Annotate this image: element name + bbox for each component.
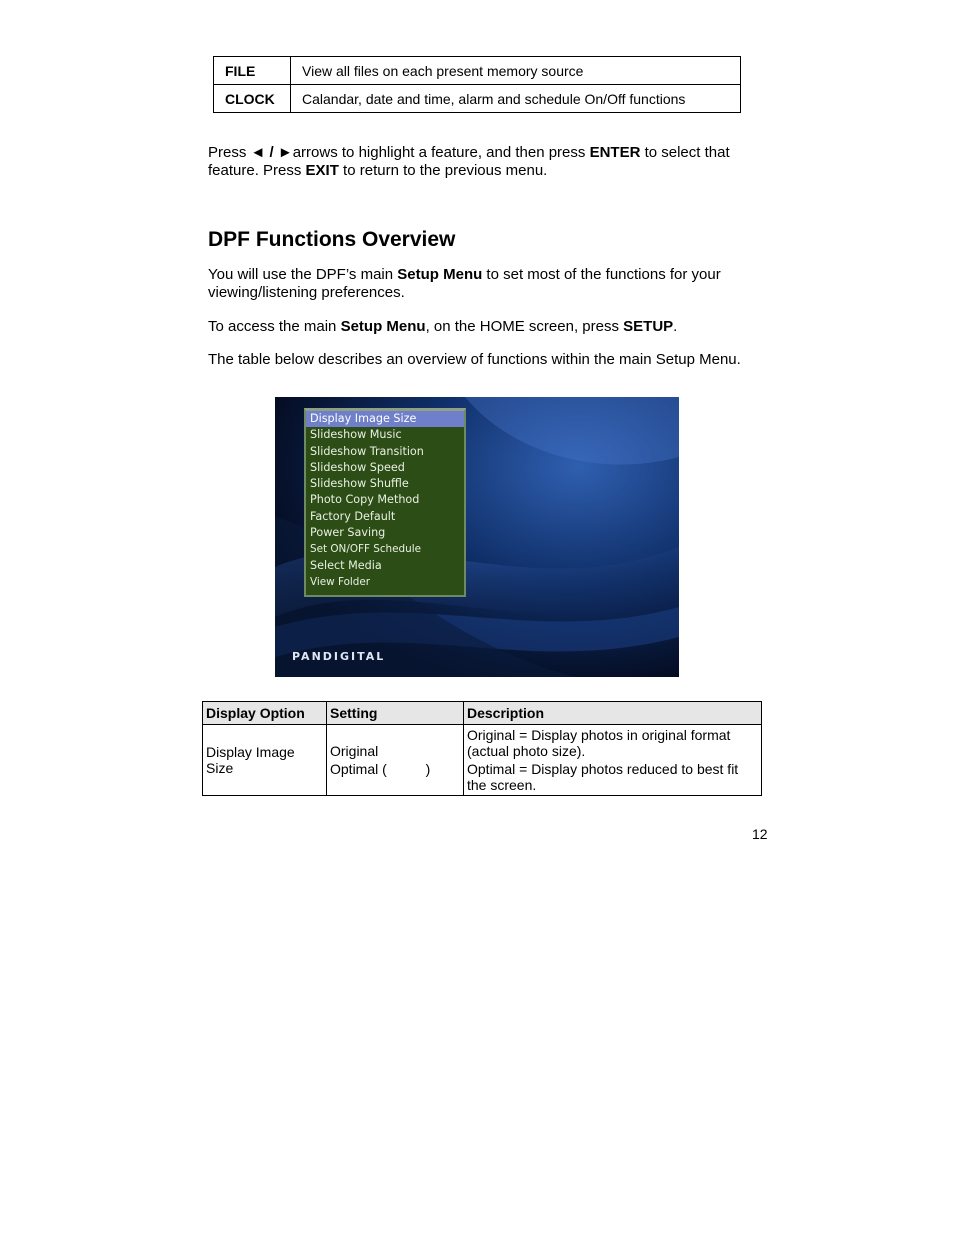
table-row <box>214 85 741 113</box>
table-row <box>214 57 741 85</box>
description-line: Original = Display photos in original format (actual photo size). <box>467 727 731 759</box>
setting-value: Optimal ( ) <box>330 761 431 777</box>
display-options-table <box>202 701 762 796</box>
menu-item-view-folder[interactable]: View Folder <box>310 575 371 588</box>
menu-item-slideshow-speed[interactable]: Slideshow Speed <box>310 460 405 474</box>
table-intro: The table below describes an overview of functions within the main Setup Menu. <box>208 351 741 368</box>
feature-table <box>213 56 741 113</box>
setup-menu <box>304 408 466 597</box>
menu-item-power-saving[interactable]: Power Saving <box>310 526 386 540</box>
table-row <box>203 725 762 796</box>
feature-key: CLOCK <box>214 85 291 113</box>
feature-desc: View all files on each present memory source <box>291 57 741 85</box>
menu-item-schedule[interactable]: Set ON/OFF Schedule <box>310 543 421 556</box>
menu-item-slideshow-transition[interactable]: Slideshow Transition <box>310 444 424 458</box>
setup-menu-screenshot <box>275 397 679 677</box>
menu-item-slideshow-shuffle[interactable]: Slideshow Shuffle <box>310 477 409 491</box>
arrow-keys: ◄ / ► <box>250 144 293 161</box>
pandigital-logo: PANDIGITAL <box>292 650 386 663</box>
option-name: Display Image Size <box>203 725 327 796</box>
column-header: Setting <box>327 702 464 725</box>
menu-item-display-image-size[interactable]: Display Image Size <box>306 411 464 427</box>
description-line: Optimal = Display photos reduced to best fit the screen. <box>467 761 739 793</box>
option-description <box>464 725 762 796</box>
column-header: Display Option <box>203 702 327 725</box>
setup-menu-intro: You will use the DPF’s main Setup Menu to set most of the functions for your viewing/listening preferences. <box>208 266 721 301</box>
section-heading: DPF Functions Overview <box>208 228 456 251</box>
column-header: Description <box>464 702 762 725</box>
menu-item-slideshow-music[interactable]: Slideshow Music <box>310 428 402 442</box>
menu-item-select-media[interactable]: Select Media <box>310 558 382 572</box>
page-number: 12 <box>752 826 768 842</box>
feature-key: FILE <box>214 57 291 85</box>
feature-desc: Calandar, date and time, alarm and schedule On/Off functions <box>291 85 741 113</box>
setting-value: Original <box>330 743 379 759</box>
setup-access-instructions: To access the main Setup Menu, on the HOME screen, press SETUP. <box>208 318 678 335</box>
navigation-instructions: Press ◄ / ►arrows to highlight a feature, and then press ENTER to select that feature. Press EXIT to return to the previous menu. <box>208 144 730 179</box>
menu-item-factory-default[interactable]: Factory Default <box>310 509 396 523</box>
option-settings <box>327 725 464 796</box>
table-header-row <box>203 702 762 725</box>
menu-item-photo-copy-method[interactable]: Photo Copy Method <box>310 493 420 507</box>
